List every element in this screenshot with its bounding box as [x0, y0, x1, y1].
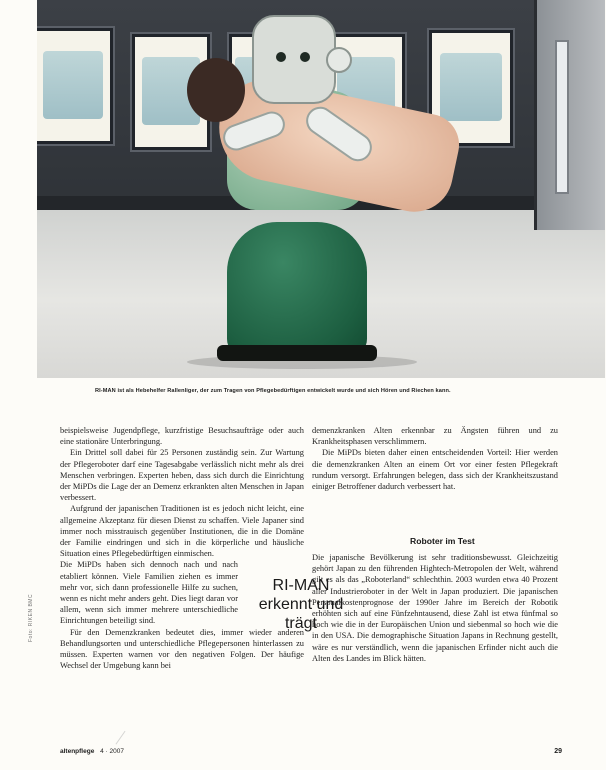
doll-head: [187, 58, 245, 122]
door: [534, 0, 605, 230]
photo-caption: RI-MAN ist als Hebehelfer Rallenliger, der zum Tragen von Pflegebedürftigen entwickelt wurde und sich Hören und Riechen kann.: [95, 388, 451, 394]
paragraph: demenzkranken Alten erkennbar zu Ängsten führen und zu Krankheitsphasen verschlimmern.: [312, 426, 558, 447]
publication-name: altenpflege: [60, 748, 95, 755]
paragraph: Die japanische Bevölkerung ist sehr traditionsbewusst. Gleichzeitig gehört Japan zu den führenden Hightech-Metropolen der Welt, während gilt es als das „Roboterland“ schlechthin. 2003 wurden etwa 40 Prozent aller Industrieroboter in der Welt in Japan produziert. Die japanischen Personalkostenprognose der 1990er Jahre im Bereich der Robotik erhöhten sich auf eine Fünfzehntausend, diese Zahl ist etwa fünfmal so hoch wie die in der Europäischen Union und siebenmal so hoch wie die in den USA. Die demographische Situation Japans in Rechnung gestellt, wäre es nur verständlich, wenn die japanischen Erfinder nicht auch die Alten des Landes im Blick hätten.: [312, 553, 558, 663]
paragraph: Aufgrund der japanischen Traditionen ist es jedoch nicht leicht, eine allgemeine Akzeptanz für diesen Dienst zu schaffen. Viele Japaner sind immer noch misstrauisch gegenüber Institutionen, die in die Domäne der Familie eindringen und sich in die körperliche und häusliche Situation eines Pflegebedürftigen einmischen.: [60, 504, 304, 559]
footer-publication: [60, 748, 124, 755]
robot-head: [252, 15, 336, 104]
robot-base: [227, 222, 367, 357]
hero-photo: [37, 0, 605, 378]
paragraph: beispielsweise Jugendpflege, kurzfristige Besuchsaufträge oder auch eine stationäre Unterbringung.: [60, 426, 304, 447]
paragraph: Ein Drittel soll dabei für 25 Personen zuständig sein. Zur Wartung der Pflegeroboter darf eine Tagesabgabe verlässlich nicht mehr als drei Menschen verbringen. Experten heben, dass sich durch die Einrichtung der MiPDs die Lage der an Demenz erkrankten alten Menschen in Japan verbessert.: [60, 448, 304, 503]
photo-credit: Foto: RIKEN BMC: [28, 593, 34, 642]
body-column-right-top: [312, 425, 558, 492]
paragraph: Die MiPDs bieten daher einen entscheidenden Vorteil: Hier werden die demenzkranken Alten an einem Ort vor einer festen Pflegekraft rundum versorgt. Erfahrungen belegen, dass sich der Krankheitszustand einiger Betroffener dadurch verbessert hat.: [312, 448, 558, 492]
section-heading: Roboter im Test: [410, 536, 475, 546]
page-number: 29: [554, 748, 562, 755]
paragraph: Die MiPDs haben sich dennoch nach und nach etabliert können. Viele Familien ziehen es immer mehr vor, sich dann professionelle Hilfe zu suchen, wenn es nicht mehr anders geht. Dies liegt daran vor allem, wenn sich immer mehrere unterschiedliche Einrichtungen beteiligt sind.: [60, 560, 238, 626]
issue-number: 4 · 2007: [100, 748, 124, 755]
wall-poster: [37, 28, 113, 144]
pull-quote: RI-MAN erkennt und trägt: [258, 577, 344, 632]
body-column-left: [60, 425, 304, 671]
paragraph: Für den Demenzkranken bedeutet dies, immer wieder anderen Behandlungsorten und unterschiedliche Pflegepersonen hinterlassen zu müssen. Experten warnen vor den negativen Folgen. Der häufige Wechsel der Umgebung kann bei: [60, 627, 304, 671]
